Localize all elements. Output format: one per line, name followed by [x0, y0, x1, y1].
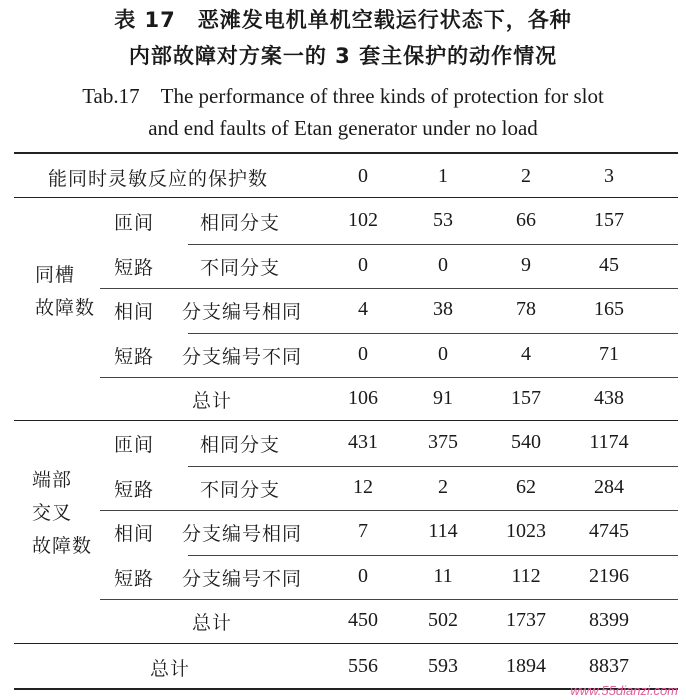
caption-en-line2: and end faults of Etan generator under no load	[148, 116, 538, 140]
table-row-value: 0	[358, 342, 368, 365]
table-row-value: 112	[511, 564, 541, 587]
grand-total-value: 8837	[589, 655, 629, 677]
table-row-value: 2196	[589, 564, 629, 587]
fault-type-label: 短路	[114, 345, 155, 368]
table-row-value: 165	[594, 298, 624, 321]
table-row-value: 1023	[506, 520, 546, 543]
table-row-value: 66	[516, 209, 536, 231]
table-row-value: 9	[521, 253, 531, 276]
fault-type-label: 相间	[114, 301, 155, 324]
total-divider	[100, 377, 678, 378]
fault-type-label: 短路	[114, 478, 155, 501]
table-row-value: 12	[353, 475, 373, 498]
table-row-value: 375	[428, 431, 458, 453]
table-row-value: 157	[594, 209, 624, 231]
table-row-value: 45	[599, 253, 619, 276]
header-col-value: 2	[521, 165, 531, 187]
group-label: 交叉	[32, 502, 73, 525]
table-row-value: 102	[348, 209, 378, 231]
branch-label: 分支编号相同	[182, 301, 303, 324]
header-col-value: 3	[604, 165, 614, 187]
caption-en-line1: Tab.17 The performance of three kinds of protection for slot	[82, 84, 604, 108]
table-row-value: 4	[358, 298, 368, 321]
subgroup-divider	[100, 288, 678, 289]
table-row-value: 7	[358, 520, 368, 543]
table-row-value: 2	[438, 475, 448, 498]
table-row-value: 0	[438, 342, 448, 365]
branch-label: 分支编号不同	[182, 567, 303, 590]
group-label: 同槽	[35, 263, 76, 286]
group-total-value: 438	[594, 387, 624, 410]
group-label: 故障数	[35, 296, 96, 319]
table-row-value: 4	[521, 342, 531, 365]
group-total-value: 157	[511, 387, 541, 410]
grand-total-label: 总计	[150, 658, 191, 680]
header-rule	[14, 197, 678, 198]
group-total-value: 450	[348, 609, 378, 632]
fault-type-label: 匝间	[114, 434, 155, 456]
branch-label: 不同分支	[200, 478, 281, 501]
fault-type-label: 短路	[114, 567, 155, 590]
fault-type-label: 匝间	[114, 212, 155, 234]
total-divider	[100, 599, 678, 600]
group-total-label: 总计	[192, 390, 233, 413]
group-label: 端部	[32, 469, 73, 492]
fault-type-label: 相间	[114, 523, 155, 546]
table-row-value: 1174	[589, 431, 629, 453]
fault-type-label: 短路	[114, 256, 155, 279]
branch-label: 分支编号不同	[182, 345, 303, 368]
row-divider	[188, 244, 678, 245]
row-divider	[188, 333, 678, 334]
table-row-value: 0	[358, 253, 368, 276]
row-divider	[188, 555, 678, 556]
grand-total-value: 556	[348, 655, 378, 677]
table-row-value: 0	[438, 253, 448, 276]
table-row-value: 4745	[589, 520, 629, 543]
group-label: 故障数	[32, 535, 93, 558]
group-total-value: 502	[428, 609, 458, 632]
table-row-value: 431	[348, 431, 378, 453]
table-row-value: 11	[433, 564, 453, 587]
group-total-value: 91	[433, 387, 453, 410]
header-col-value: 1	[438, 165, 448, 187]
table-row-value: 78	[516, 298, 536, 321]
table-top-rule	[14, 152, 678, 154]
group-total-value: 8399	[589, 609, 629, 632]
table-row-value: 71	[599, 342, 619, 365]
branch-label: 不同分支	[200, 256, 281, 279]
table-row-value: 62	[516, 475, 536, 498]
caption-zh-line1: 表 17 恶滩发电机单机空载运行状态下，各种	[114, 8, 572, 32]
table-row-value: 38	[433, 298, 453, 321]
caption-zh-line2: 内部故障对方案一的 3 套主保护的动作情况	[128, 44, 558, 68]
branch-label: 分支编号相同	[182, 523, 303, 546]
table-row-value: 540	[511, 431, 541, 453]
branch-label: 相同分支	[200, 212, 281, 234]
table-row-value: 0	[358, 564, 368, 587]
header-col-value: 0	[358, 165, 368, 187]
group-divider-rule	[14, 420, 678, 421]
grand-total-value: 1894	[506, 655, 546, 677]
table-row-value: 284	[594, 475, 624, 498]
table-row-value: 53	[433, 209, 453, 231]
group-total-label: 总计	[192, 612, 233, 635]
group-total-value: 106	[348, 387, 378, 410]
grand-total-value: 593	[428, 655, 458, 677]
grand-total-rule	[14, 643, 678, 644]
header-label: 能同时灵敏反应的保护数	[48, 168, 269, 190]
subgroup-divider	[100, 510, 678, 511]
group-total-value: 1737	[506, 609, 546, 632]
branch-label: 相同分支	[200, 434, 281, 456]
row-divider	[188, 466, 678, 467]
watermark: www.55dianzi.com	[570, 683, 678, 698]
table-row-value: 114	[428, 520, 458, 543]
